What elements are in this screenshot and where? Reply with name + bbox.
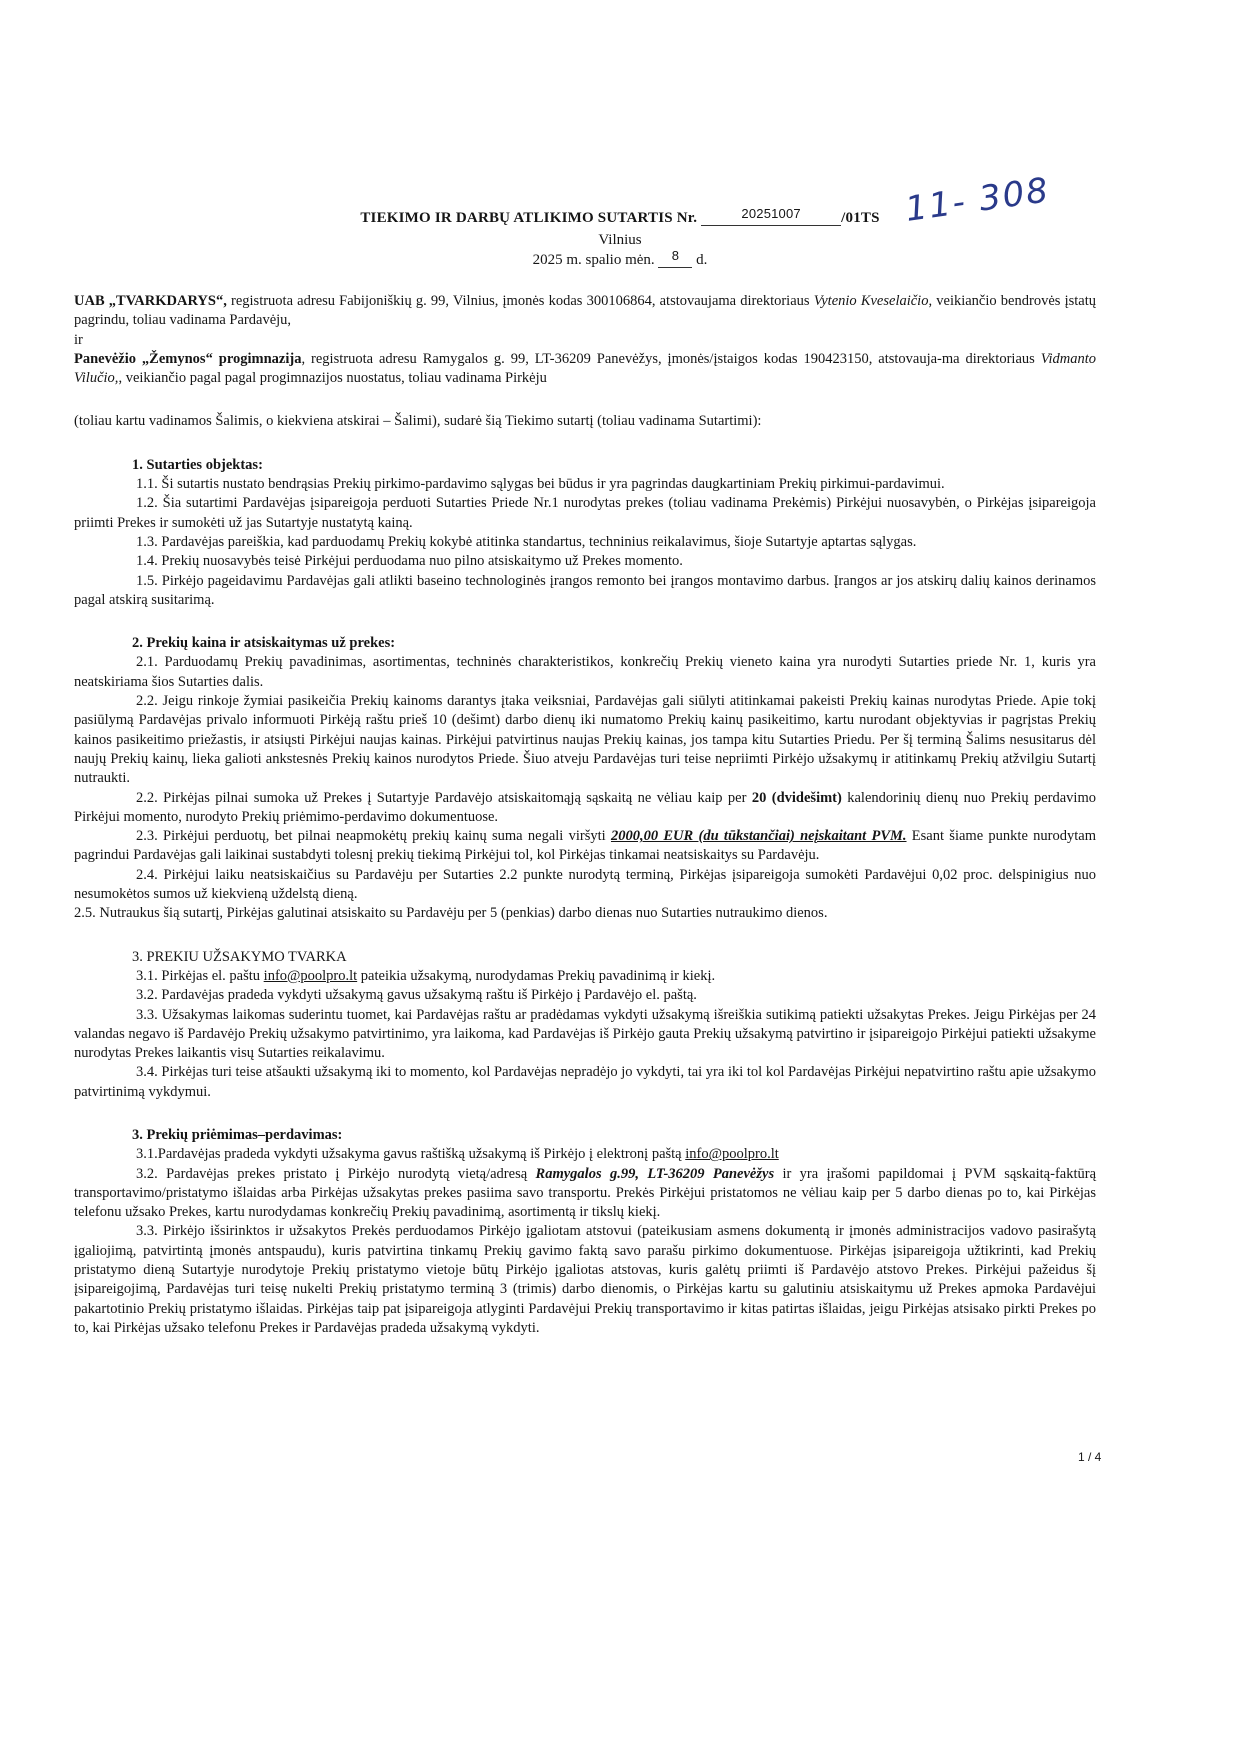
clause-2-4: 2.4. Pirkėjui laiku neatsiskaičius su Pardavėju per Sutarties 2.2 punkte nurodytą terminą, Pirkėjas įsipareigoja sumokėti Pardavėjui 0,02 proc. delspinigius nuo nesumokėtos sumos už kiekvieną uždelstą dieną.	[74, 866, 1096, 903]
clause-1-3: 1.3. Pardavėjas pareiškia, kad parduodamų Prekių kokybė atitinka standartus, techninius reikalavimus, šioje Sutartyje aptartas sąlygas.	[136, 533, 917, 550]
date-day-field: 8	[658, 252, 692, 268]
page-number: 1 / 4	[1078, 1450, 1102, 1464]
clause-1-5: 1.5. Pirkėjo pageidavimu Pardavėjas gali atlikti baseino technologinės įrangos remonto bei įrangos montavimo darbus. Įrangos ar jos atskirų dalių kainos derinamos pagal atskirą susitarimą.	[74, 572, 1096, 608]
email-link[interactable]: info@poolpro.lt	[685, 1146, 779, 1163]
contract-date: 2025 m. spalio mėn. 8 d.	[532, 248, 708, 268]
clause-2-2: 2.2. Jeigu rinkoje žymiai pasikeičia Prekių kainoms darantys įtaka veiksniai, Pardavėjas gali siūlyti atitinkamai pakeisti Prekių kainas nurodytas Priede. Apie tokį pasiūlymą Pardavėjas privalo informuoti Pirkėją raštu prieš 10 (dešimt) darbo dienų iki numatomo Prekių kainų pasikeitimo, kartu nurodant objektyvias ir pagrįstas Prekių kainos pasikeitimo priežastis, ir atsiųsti Pirkėjui naujas kainas. Pirkėjui patvirtinus naujas Prekių kainas, jos tampa kitu Sutarties Priedu. Per šį terminą Šalims nesusitarus dėl naujų Prekių kainų, lieka galioti ankstesnės Prekių kainos nurodytos Priede. Šiuo atveju Pardavėjas turi teise nepriimti Pirkėjo užsakymų ir atitinkamų Prekių atžvilgiu Sutartį nutraukti.	[74, 693, 1096, 787]
buyer-paragraph: Panevėžio „Žemynos“ progimnazija, registruota adresu Ramygalos g. 99, LT-36209 Panevėžys, įmonės/įstaigos kodas 190423150, atstovauja-ma direktoriaus Vidmanto Vilučio,, veikiančio pagal pagal progimnazijos nuostatus, toliau vadinama Pirkėju	[74, 350, 1097, 387]
seller-paragraph: UAB „TVARKDARYS“, registruota adresu Fabijoniškių g. 99, Vilnius, įmonės kodas 300106864, atstovaujama direktoriaus Vytenio Kveselaičio, veikiančio bendrovės įstatų pagrindu, toliau vadinama Pardavėju,	[74, 293, 1096, 329]
section-3-title: 3. PREKIU UŽSAKYMO TVARKA	[132, 948, 347, 965]
clause-3-2: 3.2. Pardavėjas pradeda vykdyti užsakymą gavus užsakymą raštu iš Pirkėjo į Pardavėjo el. paštą.	[136, 987, 697, 1004]
contract-title	[0, 206, 1240, 227]
section-1-title: 1. Sutarties objektas:	[132, 456, 263, 473]
title-suffix: /01TS	[841, 210, 880, 226]
clause-2-1: 2.1. Parduodamų Prekių pavadinimas, asortimentas, techninės charakteristikos, konkrečių Prekių vieneto kaina yra nurodyti Sutarties priede Nr. 1, kuris yra neatskiriama šios Sutarties dalis.	[74, 654, 1096, 690]
title-text: TIEKIMO IR DARBŲ ATLIKIMO SUTARTIS Nr.	[360, 210, 698, 226]
clause-4-3: 3.3. Pirkėjo išsirinktos ir užsakytos Prekės perduodamos Pirkėjo įgaliotam atstovui (pateikusiam asmens dokumentą ir įmonės administracijos vadovo pasirašytą įgaliojimą, patvirtintą įmonės antspaudu), kuris patvirtina tinkamų Prekių gavimo faktą savo parašu pirkimo dokumentuose. Pirkėjas įsipareigoja užtikrinti, kad Prekių pristatymo dieną Sutartyje nurodytoje Prekių pristatymo vietoje būtų Pirkėjo įgaliotas atstovas, kuris galėtų priimti iš Pardavėjo atstovo Prekes. Pirkėjui pažeidus šį įsipareigojimą, Pardavėjas turi teisę nukelti Prekių pristatymo terminą 3 (trimis) darbo dienomis, o Pirkėjas kartu su galutiniu atsiskaitymu už Prekes apmoka Pardavėjui pakartotinio Prekių pristatymo išlaidas. Pirkėjas taip pat įsipareigoja atlyginti Pardavėjui Prekių transportavimo ir kitas patirtas išlaidas, jeigu Pirkėjas atsisako pirkti Prekes po to, kai Pirkėjas užsako telefonu Prekes ir Pardavėjas pradeda užsakymą vykdyti.	[74, 1223, 1096, 1336]
clause-2-2b: 2.2. Pirkėjas pilnai sumoka už Prekes į Sutartyje Pardavėjo atsiskaitomąją sąskaitą ne vėliau kaip per 20 (dvidešimt) kalendorinių dienų nuo Prekių perdavimo Pirkėjui momento, nurodyto Prekių priėmimo-perdavimo dokumentuose.	[74, 789, 1096, 825]
handwritten-registration-number: 11- 308	[902, 170, 1053, 230]
email-link[interactable]: info@poolpro.lt	[263, 967, 358, 984]
clause-3-4: 3.4. Pirkėjas turi teise atšaukti užsakymą iki to momento, kol Pardavėjas nepradėjo jo vykdyti, tai yra iki tol kol Pardavėjas Pirkėjui nepatvirtino raštu apie užsakymo patvirtinimą vykdymui.	[74, 1064, 1097, 1100]
clause-4-2: 3.2. Pardavėjas prekes pristato į Pirkėjo nurodytą vietą/adresą Ramygalos g.99, LT-36209 Panevėžys ir yra įrašomi papildomai į PVM sąskaitą-faktūrą transportavimo/pristatymo išlaidas arba Pirkėjas užsakytas prekes pasiima savo transportu. Prekės Pirkėjui pristatomos ne vėliau kaip per 5 darbo dienas po to, kai Pirkėjas telefonu užsako Prekes, kartu nurodydamas konkrečių Prekių pavadinimą, asortimentą ir tikslų kiekį.	[74, 1165, 1097, 1221]
clause-3-1: 3.1. Pirkėjas el. paštu info@poolpro.lt pateikia užsakymą, nurodydamas Prekių pavadinimą ir kiekį.	[136, 967, 716, 984]
clause-2-5: 2.5. Nutraukus šią sutartį, Pirkėjas galutinai atsiskaito su Pardavėju per 5 (penkias) darbo dienas nuo Sutarties nutraukimo dienos.	[74, 905, 828, 922]
clause-1-2: 1.2. Šia sutartimi Pardavėjas įsipareigoja perduoti Sutarties Priede Nr.1 nurodytas prekes (toliau vadinama Prekėmis) Pirkėjui nuosavybėn, o Pirkėjas įsipareigoja priimti Prekes ir sumokėti už jas Sutartyje nustatytą kainą.	[74, 495, 1096, 531]
section-4-title: 3. Prekių priėmimas–perdavimas:	[132, 1126, 343, 1143]
clause-3-3: 3.3. Užsakymas laikomas suderintu tuomet, kai Pardavėjas raštu ar pradėdamas vykdyti užsakymą išreiškia sutikimą patiekti užsakytas Prekes. Jeigu Pirkėjas per 24 valandas negavo iš Pardavėjo Prekių užsakymo patvirtinimo, yra laikoma, kad Pardavėjas iš Pirkėjo gauta Prekių užsakymą patvirtino ir įsipareigojo Pirkėjui patiekti užsakyme nurodytas Prekes laikantis visų Sutarties reikalavimu.	[74, 1006, 1096, 1062]
clause-1-1: 1.1. Ši sutartis nustato bendrąsias Prekių pirkimo-pardavimo sąlygas bei būdus ir yra pagrindas daugkartiniam Prekių pirkimui-pardavimui.	[136, 476, 945, 493]
clause-4-1: 3.1.Pardavėjas pradeda vykdyti užsakyma gavus raštišką užsakymą iš Pirkėjo į elektronį paštą info@poolpro.lt	[136, 1146, 779, 1163]
clause-2-3: 2.3. Pirkėjui perduotų, bet pilnai neapmokėtų prekių kainų suma negali viršyti 2000,00 EUR (du tūkstančiai) neįskaitant PVM. Esant šiame punkte nurodytam pagrindui Pardavėjas gali laikinai sustabdyti tolesnį prekių tiekimą Pirkėjui tol, kol Pirkėjas tinkamai neatsiskaitys su Pardavėju.	[74, 828, 1096, 864]
parties-together: (toliau kartu vadinamos Šalimis, o kiekviena atskirai – Šalimi), sudarė šią Tiekimo sutartį (toliau vadinama Sutartimi):	[74, 413, 762, 430]
contract-number-field: 20251007	[701, 210, 841, 226]
clause-1-4: 1.4. Prekių nuosavybės teisė Pirkėjui perduodama nuo pilno atsiskaitymo už Prekes momento.	[136, 553, 683, 570]
and-word: ir	[74, 331, 83, 348]
section-2-title: 2. Prekių kaina ir atsiskaitymas už prekes:	[132, 635, 396, 652]
contract-city: Vilnius	[598, 232, 642, 248]
contract-body	[74, 292, 1096, 1338]
